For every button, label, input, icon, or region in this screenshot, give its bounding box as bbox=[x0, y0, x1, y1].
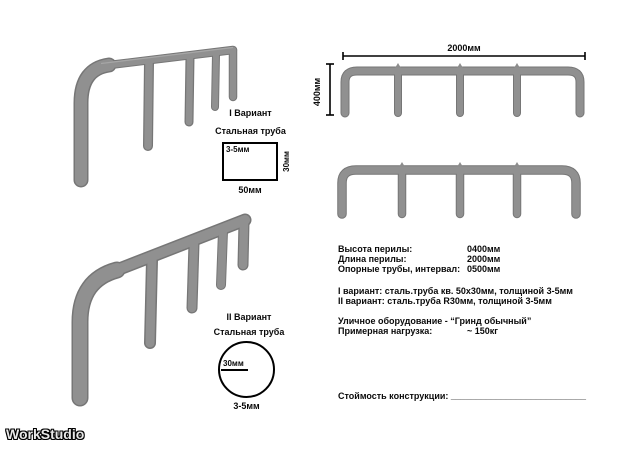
spec-label: Высота перилы: bbox=[338, 244, 413, 254]
radius-label: 30мм bbox=[223, 359, 244, 368]
variant2-subtitle: Стальная труба bbox=[213, 327, 285, 337]
rail-post bbox=[150, 260, 152, 343]
rail-post bbox=[148, 62, 149, 146]
variant2-title: II Вариант bbox=[226, 312, 272, 322]
front-view-round-rail bbox=[330, 142, 620, 222]
load-label: Примерная нагрузка: bbox=[338, 326, 433, 336]
workstudio-watermark: WorkStudio bbox=[6, 426, 85, 442]
spec-text-block bbox=[338, 244, 598, 336]
post-weld-tip bbox=[457, 63, 463, 68]
spec-row-height bbox=[338, 244, 598, 254]
post-weld-tip bbox=[399, 162, 405, 167]
spec-value: 0400мм bbox=[467, 244, 501, 254]
cost-line bbox=[338, 391, 586, 401]
post-weld-tip bbox=[395, 63, 401, 68]
spec-row-length bbox=[338, 254, 598, 264]
length-dimension-label: 2000мм bbox=[447, 43, 481, 53]
post-weld-tip bbox=[514, 63, 520, 68]
spec-label: Опорные трубы, интервал: bbox=[338, 264, 461, 274]
cost-blank-line: ___________________________ bbox=[450, 391, 587, 401]
rail-post bbox=[215, 54, 216, 107]
rect-height-label-wrap bbox=[276, 150, 300, 174]
circle-wall-label: 3-5мм bbox=[233, 401, 260, 411]
height-dimension-label: 400мм bbox=[312, 77, 322, 107]
load-value: ~ 150кг bbox=[467, 326, 499, 336]
spec-label: Длина перилы: bbox=[338, 254, 407, 264]
rail-post bbox=[221, 231, 223, 285]
square-tube-cross-section bbox=[222, 142, 278, 181]
wall-thickness-label: 3-5мм bbox=[226, 145, 250, 154]
cost-label: Стоймость конструкции: bbox=[338, 391, 449, 401]
spec-row-load bbox=[338, 326, 598, 336]
rail-left-leg bbox=[81, 65, 109, 180]
equipment-line: Уличное оборудование - “Гринд обычный” bbox=[338, 316, 532, 326]
variant1-subtitle: Стальная труба bbox=[215, 126, 286, 136]
rail-end bbox=[243, 222, 244, 265]
rect-width-label: 50мм bbox=[238, 185, 262, 195]
variant1-spec-line: I вариант: сталь.труба кв. 50x30мм, толщиной 3-5мм bbox=[338, 286, 573, 296]
radius-line bbox=[221, 369, 248, 371]
post-weld-tip bbox=[514, 162, 520, 167]
post-weld-tip bbox=[457, 162, 463, 167]
rail-post bbox=[192, 243, 194, 308]
rail-post bbox=[189, 57, 190, 122]
variant1-title: I Вариант bbox=[229, 108, 272, 118]
spec-value: 2000мм bbox=[467, 254, 501, 264]
front-view-dimensioned bbox=[312, 36, 612, 121]
rect-height-label: 30мм bbox=[281, 151, 291, 172]
variant2-spec-line: II вариант: сталь.труба R30мм, толщиной 3-5мм bbox=[338, 296, 552, 306]
spec-value: 0500мм bbox=[467, 264, 501, 274]
spec-row-interval bbox=[338, 264, 598, 274]
